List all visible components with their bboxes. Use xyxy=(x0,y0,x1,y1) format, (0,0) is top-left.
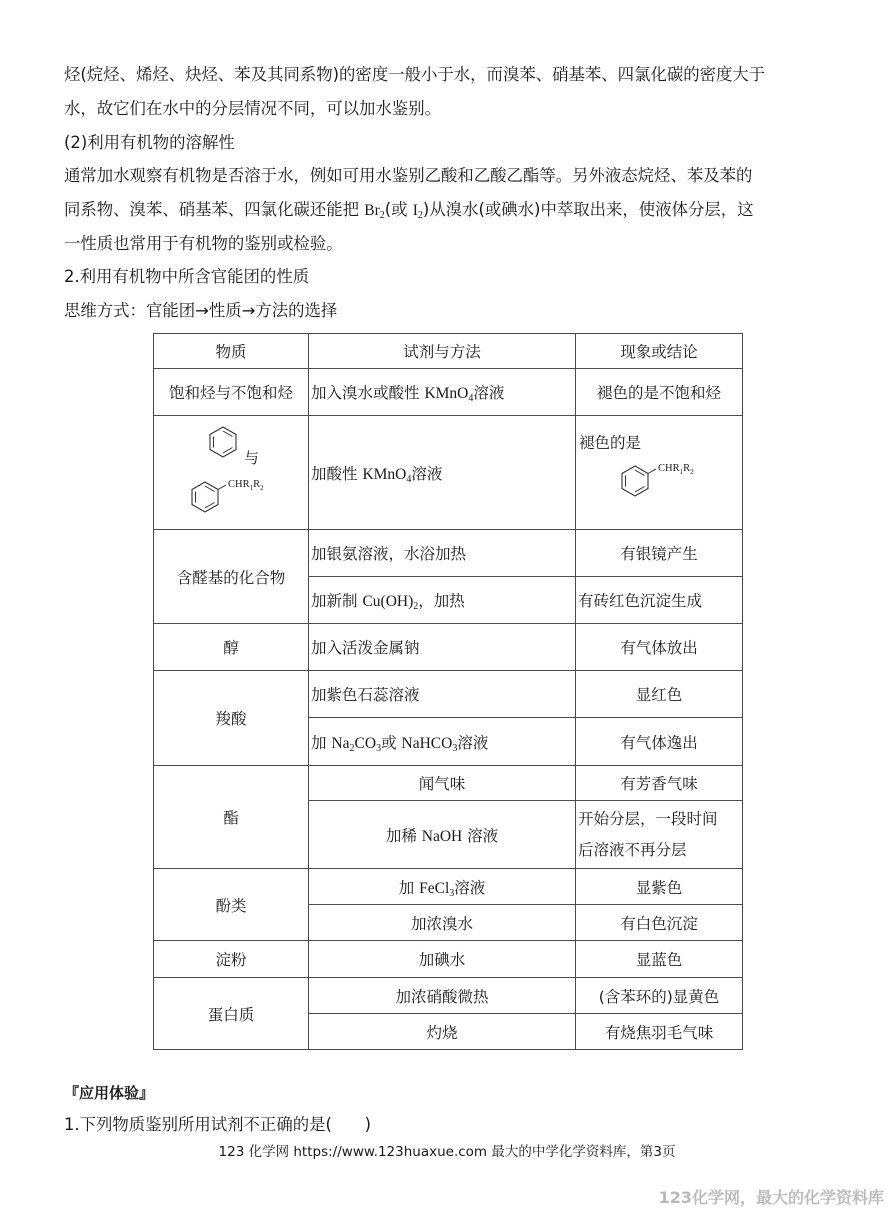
result-cell: 褪色的是 $CHR_1R_2$ xyxy=(576,416,743,530)
benzene-ring-icon xyxy=(208,425,238,459)
table-row xyxy=(154,671,743,718)
iodine-formula: $I_2$ xyxy=(412,202,423,221)
alkylbenzene-structure-icon xyxy=(190,477,226,519)
heading-solubility: (2)利用有机物的溶解性 xyxy=(64,133,235,152)
substance-cell: 饱和烃与不饱和烃 xyxy=(154,369,309,416)
table-row xyxy=(154,530,743,577)
result-cell: 有气体逸出 xyxy=(576,718,743,766)
result-cell: 有气体放出 xyxy=(576,624,743,671)
method-cell: 加酸性 KMnO$_4$溶液 xyxy=(309,416,576,530)
page-footer: 123 化学网 https://www.123huaxue.com 最大的中学化学资料库，第3页 xyxy=(218,1144,676,1160)
table-row xyxy=(154,869,743,905)
alkylbenzene-structure-icon xyxy=(620,461,656,503)
table-row xyxy=(154,941,743,978)
bromine-formula: $Br_2$ xyxy=(364,202,385,221)
paragraph2-text-b: (或 xyxy=(384,200,413,219)
paragraph1-line1: 烃(烷烃、烯烃、炔烃、苯及其同系物)的密度一般小于水，而溴苯、硝基苯、四氯化碳的密度大于 xyxy=(64,65,766,84)
table-header-row xyxy=(154,334,743,369)
method-cell: 加银氨溶液，水浴加热 xyxy=(309,530,576,577)
substance-cell xyxy=(154,416,309,530)
identification-table xyxy=(153,333,743,1050)
practice-heading: 『应用体验』 xyxy=(64,1084,155,1102)
side-chain-label: $CHR_1R_2$ xyxy=(658,462,694,476)
substance-cell: 含醛基的化合物 xyxy=(154,530,309,624)
substance-cell: 淀粉 xyxy=(154,941,309,978)
result-cell: 有砖红色沉淀生成 xyxy=(576,577,743,624)
result-cell: 褪色的是不饱和烃 xyxy=(576,369,743,416)
method-cell: 加碘水 xyxy=(309,941,576,978)
table-row xyxy=(154,624,743,671)
substance-cell: 酚类 xyxy=(154,869,309,941)
method-cell: 加入活泼金属钠 xyxy=(309,624,576,671)
result-cell: 有烧焦羽毛气味 xyxy=(576,1014,743,1050)
method-cell: 灼烧 xyxy=(309,1014,576,1050)
paragraph2-text-a: 同系物、溴苯、硝基苯、四氯化碳还能把 xyxy=(64,200,365,219)
method-cell: 加新制 $Cu(OH)_2$，加热 xyxy=(309,577,576,624)
header-result: 现象或结论 xyxy=(576,334,743,369)
header-method: 试剂与方法 xyxy=(309,334,576,369)
table-row xyxy=(154,416,743,530)
method-cell: 加入溴水或酸性 KMnO$_4$溶液 xyxy=(309,369,576,416)
method-cell: 闻气味 xyxy=(309,766,576,801)
header-substance: 物质 xyxy=(154,334,309,369)
section2-title: 2.利用有机物中所含官能团的性质 xyxy=(64,267,310,286)
result-cell: 显紫色 xyxy=(576,869,743,905)
paragraph2-text-c: )从溴水(或碘水)中萃取出来，使液体分层，这 xyxy=(422,200,754,219)
substance-cell: 蛋白质 xyxy=(154,978,309,1050)
result-cell: 有银镜产生 xyxy=(576,530,743,577)
paragraph2-line3: 一性质也常用于有机物的鉴别或检验。 xyxy=(64,234,343,253)
paragraph2-line1: 通常加水观察有机物是否溶于水，例如可用水鉴别乙酸和乙酸乙酯等。另外液态烷烃、苯及苯的 xyxy=(64,166,753,185)
table-row xyxy=(154,766,743,801)
result-cell: (含苯环的)显黄色 xyxy=(576,978,743,1014)
question-1: 1.下列物质鉴别所用试剂不正确的是( ) xyxy=(64,1115,372,1134)
substance-cell: 醇 xyxy=(154,624,309,671)
result-cell: 显红色 xyxy=(576,671,743,718)
substance-cell: 羧酸 xyxy=(154,671,309,766)
table-row xyxy=(154,369,743,416)
table-row xyxy=(154,978,743,1014)
watermark: 123化学网，最大的化学资料库 xyxy=(658,1188,884,1207)
result-cell: 有白色沉淀 xyxy=(576,905,743,941)
side-chain-label: $CHR_1R_2$ xyxy=(228,478,264,492)
result-cell: 显蓝色 xyxy=(576,941,743,978)
substance-cell: 酯 xyxy=(154,766,309,869)
method-cell: 加 $Na_2CO_3$或 NaHCO$_3$溶液 xyxy=(309,718,576,766)
result-cell: 开始分层，一段时间 后溶液不再分层 xyxy=(576,801,743,869)
method-cell: 加稀 NaOH 溶液 xyxy=(309,801,576,869)
method-cell: 加 FeCl$_3$溶液 xyxy=(309,869,576,905)
method-cell: 加浓硝酸微热 xyxy=(309,978,576,1014)
paragraph2-line2 xyxy=(64,199,754,222)
paragraph1-line2: 水，故它们在水中的分层情况不同，可以加水鉴别。 xyxy=(64,99,441,118)
thinking-method: 思维方式：官能团→性质→方法的选择 xyxy=(64,301,338,320)
result-cell: 有芳香气味 xyxy=(576,766,743,801)
and-word: 与 xyxy=(244,448,260,467)
method-cell: 加紫色石蕊溶液 xyxy=(309,671,576,718)
method-cell: 加浓溴水 xyxy=(309,905,576,941)
